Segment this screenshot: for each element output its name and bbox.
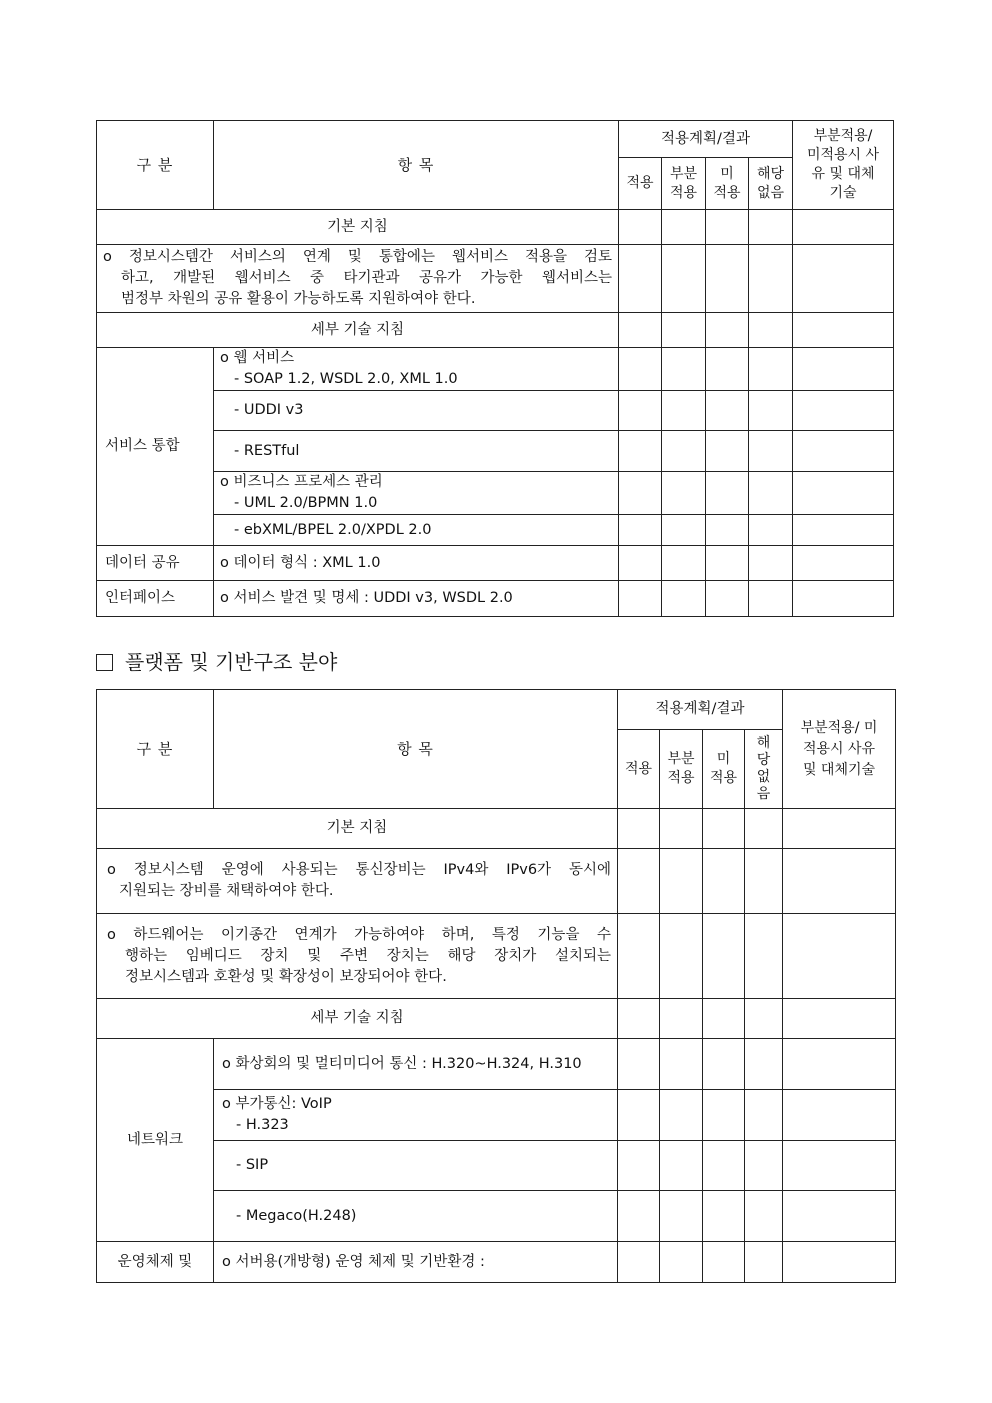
header-na: 해 당 없 음	[745, 730, 783, 809]
header-category: 구 분	[97, 121, 214, 210]
header-partial: 부분 적용	[662, 158, 706, 210]
item-value-added-comm: o 부가통신: VoIP - H.323	[214, 1090, 618, 1141]
category-os: 운영체제 및	[97, 1242, 214, 1283]
section-title-text: 플랫폼 및 기반구조 분야	[125, 650, 338, 674]
item-data-format: o 데이터 형식 : XML 1.0	[214, 546, 619, 581]
table-2	[96, 689, 896, 1283]
basic-guideline-text-2: o 하드웨어는 이기종간 연계가 가능하여야 하며, 특정 기능을 수 행하는 임베디드 장치 및 주변 장치는 해당 장치가 설치되는 정보시스템과 호환성 및 확장성이 보장되어야 한다.	[97, 914, 618, 999]
category-interface: 인터페이스	[97, 581, 214, 617]
item-ebxml: - ebXML/BPEL 2.0/XPDL 2.0	[214, 515, 619, 546]
header-category: 구 분	[97, 690, 214, 809]
item-megaco: - Megaco(H.248)	[214, 1191, 618, 1242]
category-network: 네트워크	[97, 1039, 214, 1242]
basic-guideline-text-1: o 정보시스템 운영에 사용되는 통신장비는 IPv4와 IPv6가 동시에 지원되는 장비를 채택하여야 한다.	[97, 849, 618, 914]
category-data-sharing: 데이터 공유	[97, 546, 214, 581]
header-not-applied: 미 적용	[706, 158, 749, 210]
section-title-platform	[96, 648, 337, 676]
item-sip: - SIP	[214, 1141, 618, 1191]
header-plan-result: 적용계획/결과	[619, 121, 793, 158]
table-1	[96, 120, 894, 617]
header-apply: 적용	[618, 730, 660, 809]
item-server-os: o 서버용(개방형) 운영 체제 및 기반환경 :	[214, 1242, 618, 1283]
header-apply: 적용	[619, 158, 662, 210]
header-item: 항 목	[214, 690, 618, 809]
item-uddi: - UDDI v3	[214, 391, 619, 431]
basic-guideline-text: o 정보시스템간 서비스의 연계 및 통합에는 웹서비스 적용을 검토 하고, 개발된 웹서비스 중 타기관과 공유가 가능한 웹서비스는 범정부 차원의 공유 활용이 가능하도록 지원하여야 한다.	[97, 245, 619, 313]
item-video-conference: o 화상회의 및 멀티미디어 통신 : H.320~H.324, H.310	[214, 1039, 618, 1090]
item-service-discovery: o 서비스 발견 및 명세 : UDDI v3, WSDL 2.0	[214, 581, 619, 617]
header-plan-result: 적용계획/결과	[618, 690, 783, 730]
checkbox-square-icon	[96, 654, 113, 671]
basic-guideline-title: 기본 지침	[97, 210, 619, 245]
header-reason: 부분적용/ 미적용시 사 유 및 대체 기술	[793, 121, 894, 210]
item-restful: - RESTful	[214, 431, 619, 472]
item-bpm: o 비즈니스 프로세스 관리 - UML 2.0/BPMN 1.0	[214, 472, 619, 515]
detail-guideline-title: 세부 기술 지침	[97, 999, 618, 1039]
header-not-applied: 미 적용	[703, 730, 745, 809]
header-na: 해당 없음	[749, 158, 793, 210]
basic-guideline-title: 기본 지침	[97, 809, 618, 849]
category-service-integration: 서비스 통합	[97, 348, 214, 546]
header-partial: 부분 적용	[660, 730, 703, 809]
item-web-service: o 웹 서비스 - SOAP 1.2, WSDL 2.0, XML 1.0	[214, 348, 619, 391]
header-reason: 부분적용/ 미 적용시 사유 및 대체기술	[783, 690, 896, 809]
detail-guideline-title: 세부 기술 지침	[97, 313, 619, 348]
header-item: 항 목	[214, 121, 619, 210]
